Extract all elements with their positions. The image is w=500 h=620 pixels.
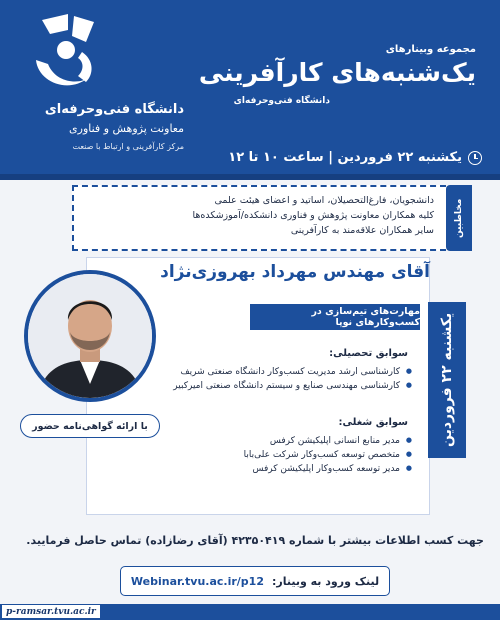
webinar-link[interactable]: Webinar.tvu.ac.ir/p12 [130,574,264,588]
center-name: مرکز کارآفرینی و ارتباط با صنعت [72,142,184,151]
contact-info: جهت کسب اطلاعات بیشتر با شماره ۴۲۳۵۰۴۱۹ (آقای رضازاده) تماس حاصل فرمایید. [26,534,484,547]
audience-line: کلیه همکاران معاونت پژوهش و فناوری دانشکده/آموزشکده‌ها [192,210,434,222]
webinar-link-label: لینک ورود به وبینار: [271,574,380,588]
university-name: دانشگاه فنی‌وحرفه‌ای [44,102,184,117]
work-heading: سوابق شغلی: [338,417,408,428]
webinar-link-bar[interactable] [120,566,390,596]
clock-icon [468,151,482,165]
header-banner [0,0,500,180]
university-logo-icon [28,12,100,92]
education-list [132,366,412,394]
department-name: معاونت پژوهش و فناوری [69,122,184,135]
list-item: ● کارشناسی ارشد مدیریت کسب‌وکار دانشگاه صنعتی شریف [132,366,412,380]
certificate-badge: با ارائه گواهی‌نامه حضور [20,414,160,438]
topic-badge: مهارت‌های تیم‌سازی در کسب‌وکارهای نوپا [250,304,420,330]
date-time-text: یکشنبه ۲۲ فروردین | ساعت ۱۰ تا ۱۲ [228,150,462,165]
date-time [228,150,482,165]
education-heading: سوابق تحصیلی: [329,348,408,359]
audience-tab: مخاطبین [446,185,472,251]
series-title: یک‌شنبه‌های کارآفرینی [198,58,476,87]
speaker-name: آقای مهندس مهرداد بهروزی‌نژاد [160,262,430,282]
list-item: ● مدیر توسعه کسب‌وکار اپلیکیشن کرفس [132,463,412,477]
list-item: ● متخصص توسعه کسب‌وکار شرکت علی‌بابا [132,449,412,463]
list-item: ● کارشناسی مهندسی صنایع و سیستم دانشگاه صنعتی امیرکبیر [132,380,412,394]
audience-line: دانشجویان، فارغ‌التحصیلان، اساتید و اعضای هیئت علمی [214,195,434,206]
audience-box [72,185,446,251]
series-label: مجموعه وبینارهای [385,44,476,55]
audience-line: سایر همکاران علاقه‌مند به کارآفرینی [290,225,434,237]
site-watermark: p-ramsar.tvu.ac.ir [2,605,100,618]
list-item: ● مدیر منابع انسانی اپلیکیشن کرفس [132,435,412,449]
date-vertical-banner: یکشنبه ۲۲ فروردین [428,302,466,458]
series-university: دانشگاه فنی‌وحرفه‌ای [233,96,330,106]
work-list [132,435,412,477]
